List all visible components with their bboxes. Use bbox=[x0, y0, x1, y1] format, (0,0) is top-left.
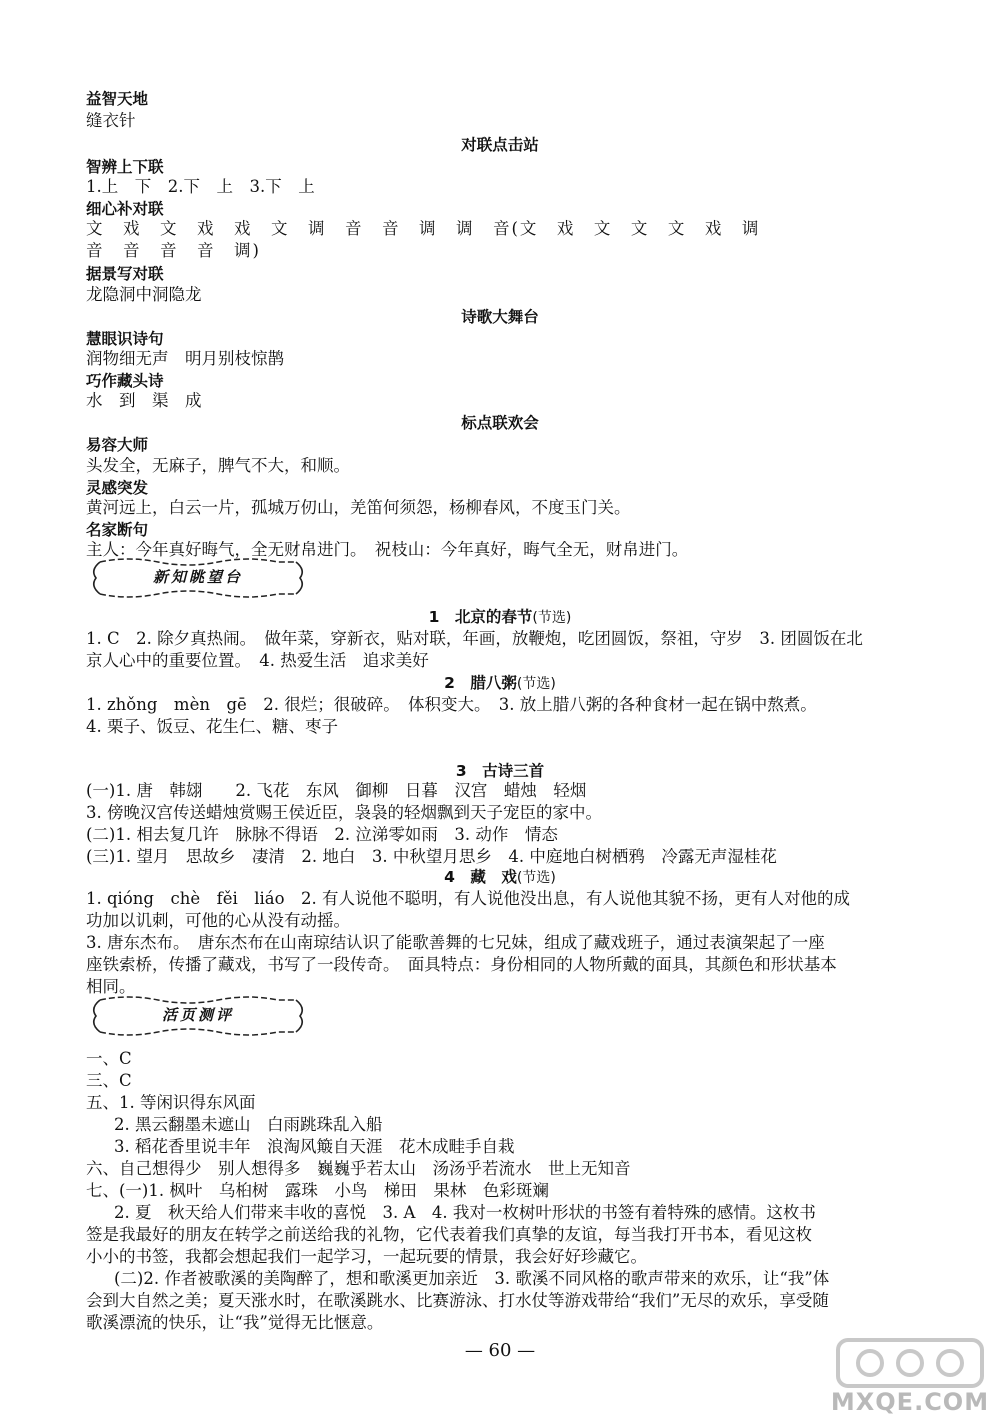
section-title: 标点联欢会 bbox=[461, 414, 539, 432]
answer-line: 1.上 下 2.下 上 3.下 上 bbox=[86, 177, 315, 196]
answer-line: 音 音 音 音 调) bbox=[86, 241, 261, 260]
answer-line: 会到大自然之美；夏天涨水时，在歌溪跳水、比赛游泳、打水仗等游戏带给“我们”无尽的欢乐，享受随 bbox=[86, 1291, 829, 1310]
heading-yizhi: 益智天地 bbox=[86, 90, 149, 108]
answer-line: 3. 稻花香里说丰年 浪淘风簸自天涯 花木成畦手自栽 bbox=[114, 1137, 515, 1156]
answer-line: 一、C bbox=[86, 1049, 132, 1068]
page-number: — 60 — bbox=[464, 1340, 536, 1361]
heading: 细心补对联 bbox=[86, 200, 164, 218]
lesson-subtitle: (节选) bbox=[532, 610, 572, 626]
lesson-title-text: 1 北京的春节 bbox=[428, 608, 533, 626]
lesson-title-text: 4 藏 戏 bbox=[444, 868, 517, 886]
answer-line: 签是我最好的朋友在转学之前送给我的礼物，它代表着我们真挚的友谊，每当我打开书本，看见这枚 bbox=[86, 1225, 812, 1244]
answer-line: 水 到 渠 成 bbox=[86, 391, 202, 410]
lesson-title bbox=[0, 672, 1000, 695]
watermark-logo-icon bbox=[830, 1330, 990, 1392]
lesson-subtitle: (节选) bbox=[516, 676, 556, 692]
answer-line: 相同。 bbox=[86, 977, 136, 996]
answer-line: 1. C 2. 除夕真热闹。 做年菜，穿新衣，贴对联，年画，放鞭炮，吃团圆饭，祭祖，守岁 3. 团圆饭在北 bbox=[86, 629, 863, 648]
answer-line: (二)2. 作者被歌溪的美陶醉了，想和歌溪更加亲近 3. 歌溪不同风格的歌声带来的欢乐，让“我”体 bbox=[114, 1269, 830, 1288]
answer-line: 三、C bbox=[86, 1071, 132, 1090]
section-title: 对联点击站 bbox=[461, 136, 539, 154]
lesson-title: 3 古诗三首 bbox=[455, 762, 545, 780]
lesson-title-text: 2 腊八粥 bbox=[444, 674, 517, 692]
section-title: 诗歌大舞台 bbox=[461, 308, 539, 326]
answer-line: 座铁索桥，传播了藏戏，书写了一段传奇。 面具特点：身份相同的人物所戴的面具，其颜色和形状基本 bbox=[86, 955, 837, 974]
answer-line: 2. 黑云翻墨未遮山 白雨跳珠乱入船 bbox=[114, 1115, 383, 1134]
banner-xinzhi bbox=[88, 556, 308, 600]
answer-line: 小小的书签，我都会想起我们一起学习，一起玩要的情景，我会好好珍藏它。 bbox=[86, 1247, 647, 1266]
answer-line: 1. qióng chè fěi liáo 2. 有人说他不聪明，有人说他没出息，有人说他其貌不扬，更有人对他的成 bbox=[86, 889, 851, 908]
lesson-subtitle: (节选) bbox=[516, 870, 556, 886]
answer-line: 五、1. 等闲识得东风面 bbox=[86, 1093, 256, 1112]
watermark-text: MXQE.COM bbox=[830, 1388, 990, 1416]
heading: 智辨上下联 bbox=[86, 158, 164, 176]
answer-line: 歌溪漂流的快乐，让“我”觉得无比惬意。 bbox=[86, 1313, 384, 1332]
banner-huoye bbox=[88, 994, 308, 1038]
lesson-title bbox=[0, 606, 1000, 629]
answer-line: 七、(一)1. 枫叶 乌桕树 露珠 小鸟 梯田 果林 色彩斑斓 bbox=[86, 1181, 549, 1200]
heading: 据景写对联 bbox=[86, 265, 164, 283]
answer-line: (三)1. 望月 思故乡 凄清 2. 地白 3. 中秋望月思乡 4. 中庭地白树栖鸦 冷露无声湿桂花 bbox=[86, 847, 777, 866]
answer-line: 主人：今年真好晦气，全无财帛进门。 祝枝山：今年真好，晦气全无，财帛进门。 bbox=[86, 540, 689, 559]
heading: 名家断句 bbox=[86, 521, 149, 539]
answer-line: 润物细无声 明月别枝惊鹊 bbox=[86, 349, 284, 368]
answer-line: 六、自己想得少 别人想得多 巍巍乎若太山 汤汤乎若流水 世上无知音 bbox=[86, 1159, 631, 1178]
answer-line: 缝衣针 bbox=[86, 111, 136, 130]
answer-line: 龙隐洞中洞隐龙 bbox=[86, 285, 202, 304]
banner-label: 新知眺望台 bbox=[152, 568, 243, 586]
answer-line: (二)1. 相去复几许 脉脉不得语 2. 泣涕零如雨 3. 动作 情态 bbox=[86, 825, 558, 844]
answer-line: 2. 夏 秋天给人们带来丰收的喜悦 3. A 4. 我对一枚树叶形状的书签有着特殊的感情。这枚书 bbox=[114, 1203, 816, 1222]
answer-line: 京人心中的重要位置。 4. 热爱生活 追求美好 bbox=[86, 651, 429, 670]
heading: 灵感突发 bbox=[86, 479, 149, 497]
banner-label: 活页测评 bbox=[161, 1006, 234, 1024]
heading: 易容大师 bbox=[86, 436, 149, 454]
lesson-title bbox=[0, 866, 1000, 889]
answer-line: 4. 栗子、饭豆、花生仁、糖、枣子 bbox=[86, 717, 338, 736]
answer-line: 3. 傍晚汉宫传送蜡烛赏赐王侯近臣，袅袅的轻烟飘到天子宠臣的家中。 bbox=[86, 803, 602, 822]
watermark bbox=[830, 1330, 990, 1420]
answer-line: 功加以讥刺，可他的心从没有动摇。 bbox=[86, 911, 350, 930]
answer-line: 文 戏 文 戏 戏 文 调 音 音 调 调 音(文 戏 文 文 文 戏 调 bbox=[86, 219, 761, 238]
answer-line: 3. 唐东杰布。 唐东杰布在山南琼结认识了能歌善舞的七兄妹，组成了藏戏班子，通过表演架起了一座 bbox=[86, 933, 825, 952]
answer-line: 黄河远上，白云一片，孤城万仞山，羌笛何须怨，杨柳春风，不度玉门关。 bbox=[86, 498, 631, 517]
heading: 慧眼识诗句 bbox=[86, 330, 164, 348]
answer-line: 1. zhǒng mèn gē 2. 很烂；很破碎。 体积变大。 3. 放上腊八粥的各种食材一起在锅中熬煮。 bbox=[86, 695, 817, 714]
heading: 巧作藏头诗 bbox=[86, 372, 164, 390]
answer-line: (一)1. 唐 韩翃 2. 飞花 东风 御柳 日暮 汉宫 蜡烛 轻烟 bbox=[86, 781, 587, 800]
answer-line: 头发全，无麻子，脾气不大，和顺。 bbox=[86, 456, 350, 475]
